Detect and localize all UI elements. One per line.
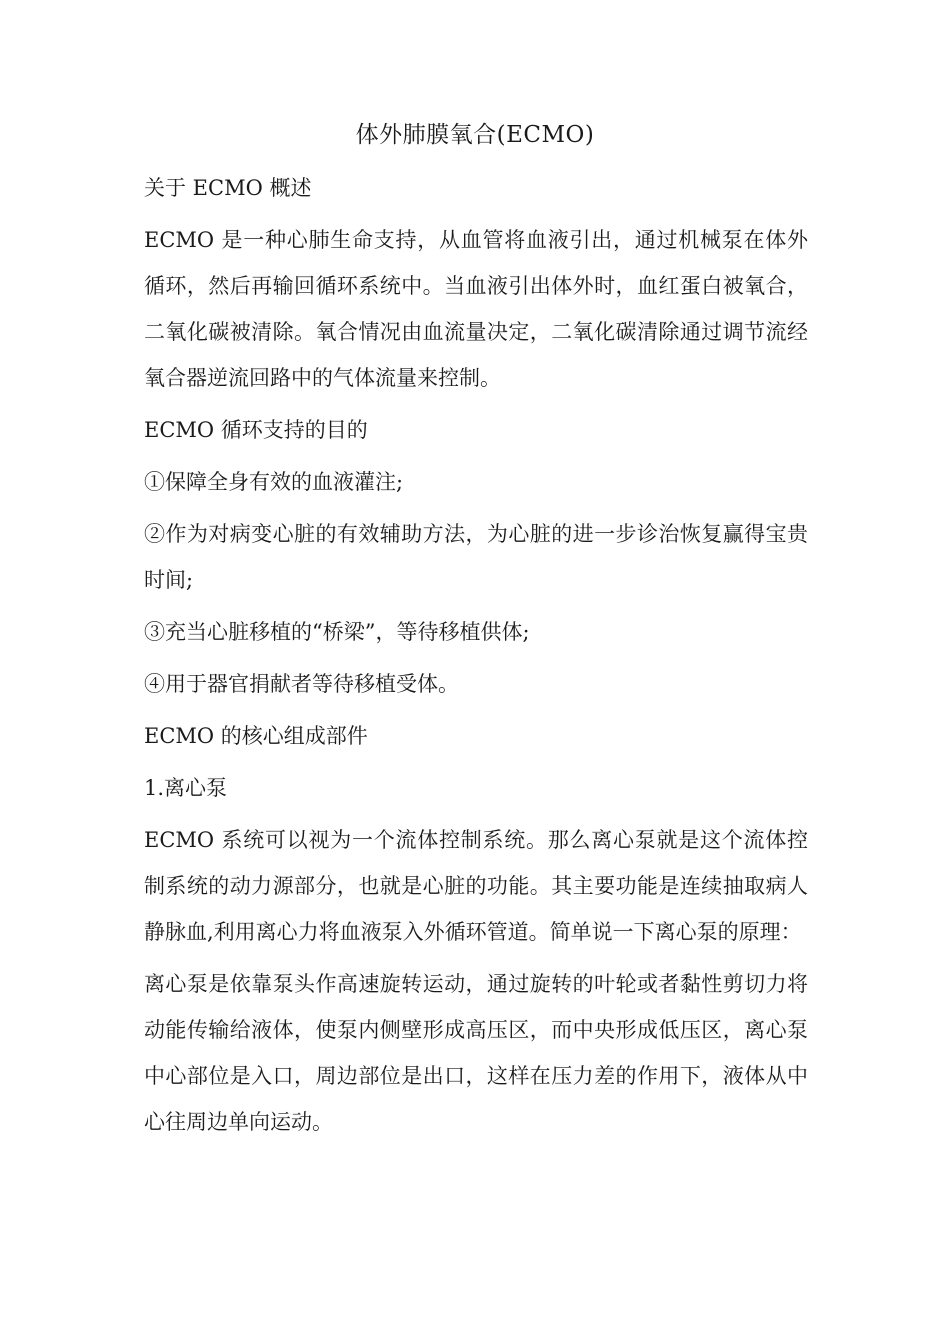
paragraph-overview: ECMO 是一种心肺生命支持，从血管将血液引出，通过机械泵在体外循环，然后再输回循环系统中。当血液引出体外时，血红蛋白被氧合，二氧化碳被清除。氧合情况由血流量决定，二氧化碳清除通过调节流经氧合器逆流回路中的气体流量来控制。 [144, 228, 808, 390]
document-body [144, 165, 808, 1151]
list-item-purpose-1: ①保障全身有效的血液灌注; [144, 470, 404, 494]
subsection-heading-centrifugal-pump: 1.离心泵 [144, 776, 228, 800]
list-item-purpose-4: ④用于器官捐献者等待移植受体。 [144, 672, 459, 696]
document-title: 体外肺膜氧合(ECMO) [355, 122, 595, 148]
list-item-purpose-2: ②作为对病变心脏的有效辅助方法，为心脏的进一步诊治恢复赢得宝贵时间; [144, 522, 808, 592]
section-heading-purpose: ECMO 循环支持的目的 [144, 418, 368, 442]
section-heading-components: ECMO 的核心组成部件 [144, 724, 368, 748]
paragraph-pump-principle: 离心泵是依靠泵头作高速旋转运动，通过旋转的叶轮或者黏性剪切力将动能传输给液体，使泵内侧壁形成高压区，而中央形成低压区，离心泵中心部位是入口，周边部位是出口，这样在压力差的作用下，液体从中心往周边单向运动。 [144, 972, 808, 1134]
list-item-purpose-3: ③充当心脏移植的“桥梁”，等待移植供体; [144, 620, 530, 644]
paragraph-pump-intro: ECMO 系统可以视为一个流体控制系统。那么离心泵就是这个流体控制系统的动力源部分，也就是心脏的功能。其主要功能是连续抽取病人静脉血,利用离心力将血液泵入外循环管道。简单说一下离心泵的原理： [144, 828, 808, 944]
section-heading-overview: 关于 ECMO 概述 [144, 176, 312, 200]
